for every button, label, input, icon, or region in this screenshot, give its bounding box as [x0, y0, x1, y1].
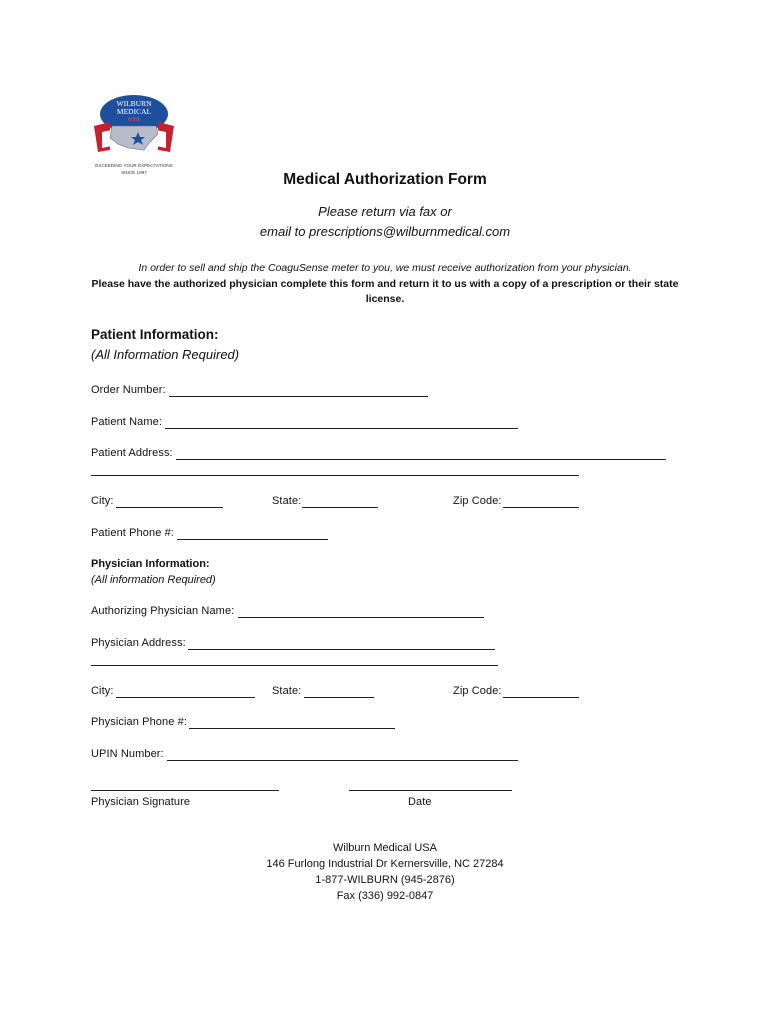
physician-zip-field[interactable] — [503, 697, 579, 698]
physician-address-field-line2[interactable] — [91, 665, 498, 666]
signature-date-field[interactable] — [349, 790, 512, 791]
form-title: Medical Authorization Form — [283, 171, 487, 188]
physician-address-field[interactable] — [188, 649, 495, 650]
physician-section-subheading: (All information Required) — [91, 574, 216, 586]
physician-signature-label: Physician Signature — [91, 796, 191, 808]
patient-state-field[interactable] — [302, 507, 378, 508]
physician-section-heading: Physician Information: — [91, 558, 210, 570]
physician-zip-label: Zip Code: — [453, 685, 502, 697]
patient-name-field[interactable] — [165, 428, 518, 429]
patient-address-field-line2[interactable] — [91, 475, 579, 476]
logo-tagline1: EXCEEDING YOUR EXPECTATIONS — [95, 163, 173, 168]
logo-tagline2: SINCE 1997 — [121, 170, 147, 175]
company-logo — [88, 92, 184, 180]
physician-phone-field[interactable] — [189, 728, 395, 729]
physician-phone-label: Physician Phone #: — [91, 716, 187, 728]
physician-name-label: Authorizing Physician Name: — [91, 605, 235, 617]
patient-name-label: Patient Name: — [91, 416, 163, 428]
physician-instructions-note: Please have the authorized physician complete this form and return it to us with a copy of a prescription or their state license. — [91, 278, 679, 305]
physician-state-label: State: — [272, 685, 302, 697]
return-instructions-line1: Please return via fax or — [318, 204, 452, 219]
patient-state-label: State: — [272, 495, 302, 507]
authorization-note: In order to sell and ship the CoaguSense meter to you, we must receive authorization from your physician. — [138, 262, 632, 274]
logo-line1: WILBURN — [116, 99, 152, 108]
patient-section-heading: Patient Information: — [91, 327, 219, 342]
order-number-label: Order Number: — [91, 384, 166, 396]
physician-city-label: City: — [91, 685, 114, 697]
footer-address: 146 Furlong Industrial Dr Kernersville, NC 27284 — [266, 858, 504, 870]
return-instructions-line2: email to prescriptions@wilburnmedical.com — [259, 224, 511, 239]
logo-line3: USA — [127, 117, 141, 123]
physician-signature-field[interactable] — [91, 790, 279, 791]
physician-state-field[interactable] — [304, 697, 374, 698]
physician-address-label: Physician Address: — [91, 637, 186, 649]
patient-zip-label: Zip Code: — [453, 495, 502, 507]
physician-city-field[interactable] — [116, 697, 255, 698]
patient-phone-label: Patient Phone #: — [91, 527, 174, 539]
patient-section-subheading: (All Information Required) — [91, 347, 240, 362]
patient-address-field[interactable] — [176, 459, 666, 460]
signature-date-label: Date — [408, 796, 432, 808]
footer-phone: 1-877-WILBURN (945-2876) — [315, 874, 455, 886]
patient-city-field[interactable] — [116, 507, 223, 508]
patient-city-label: City: — [91, 495, 114, 507]
order-number-field[interactable] — [169, 396, 428, 397]
patient-zip-field[interactable] — [503, 507, 579, 508]
upin-number-field[interactable] — [167, 760, 518, 761]
footer-fax: Fax (336) 992-0847 — [336, 890, 434, 902]
physician-name-field[interactable] — [238, 617, 484, 618]
logo-line2: MEDICAL — [116, 107, 152, 116]
patient-phone-field[interactable] — [177, 539, 328, 540]
footer-company-name: Wilburn Medical USA — [333, 842, 437, 854]
upin-number-label: UPIN Number: — [91, 748, 164, 760]
patient-address-label: Patient Address: — [91, 447, 173, 459]
